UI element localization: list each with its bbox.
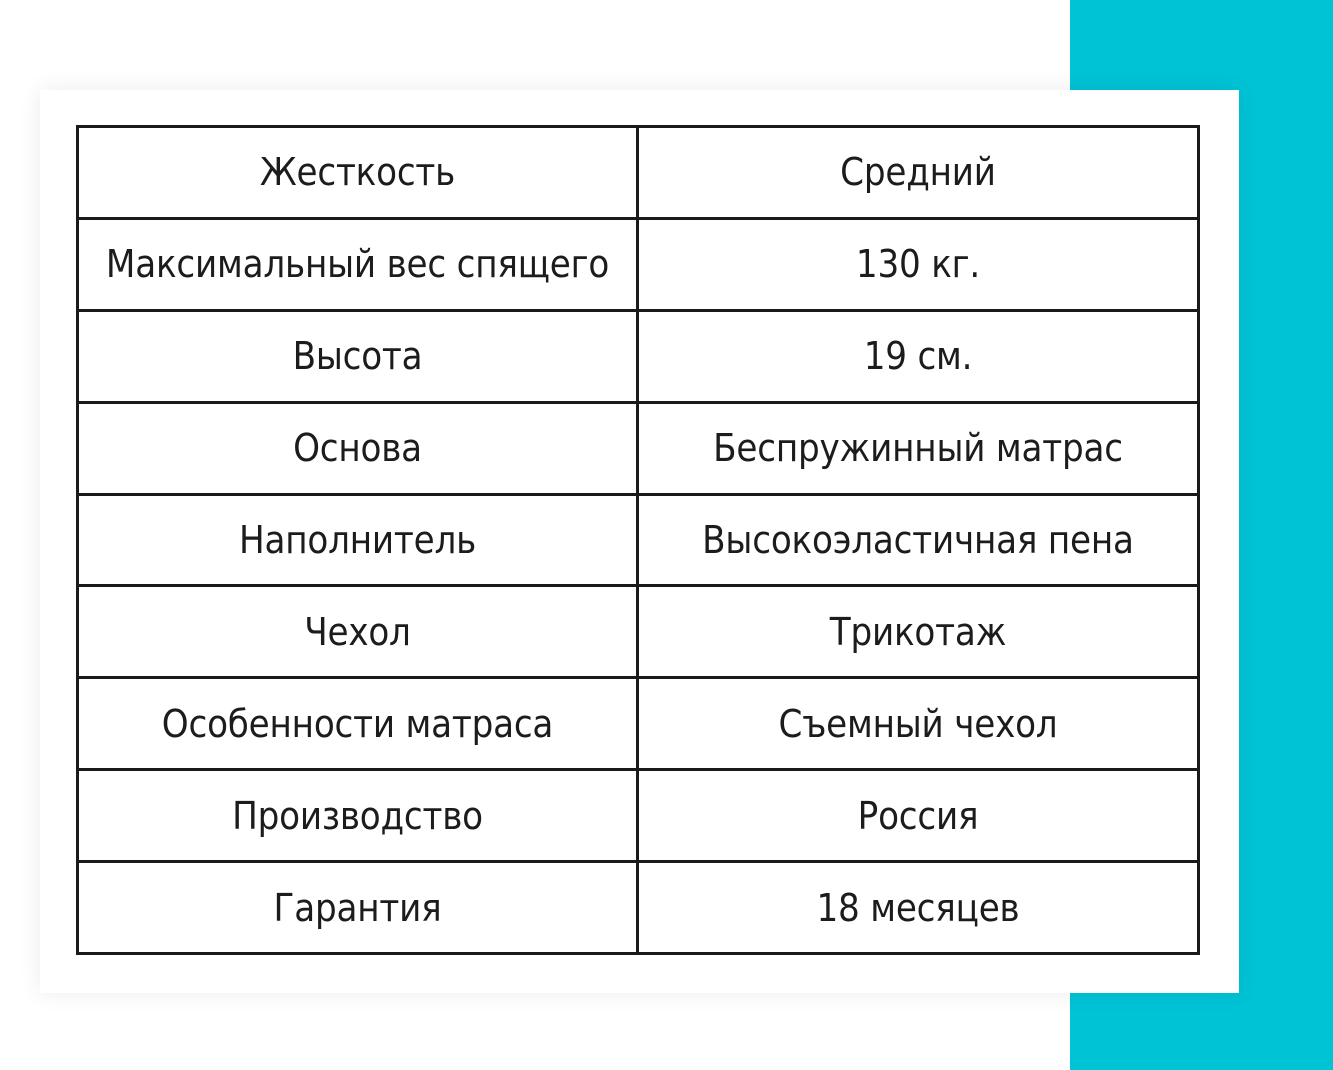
spec-value: 18 месяцев xyxy=(638,862,1199,954)
spec-value: 130 кг. xyxy=(638,218,1199,310)
spec-value: Высокоэластичная пена xyxy=(638,494,1199,586)
spec-label: Чехол xyxy=(78,586,638,678)
spec-label: Производство xyxy=(78,770,638,862)
spec-label: Основа xyxy=(78,402,638,494)
table-row xyxy=(78,218,1199,310)
spec-label: Максимальный вес спящего xyxy=(78,218,638,310)
spec-value: Трикотаж xyxy=(638,586,1199,678)
table-row xyxy=(78,862,1199,954)
table-row xyxy=(78,586,1199,678)
table-row xyxy=(78,402,1199,494)
spec-value: Средний xyxy=(638,127,1199,219)
table-row xyxy=(78,678,1199,770)
table-row xyxy=(78,127,1199,219)
spec-label: Гарантия xyxy=(78,862,638,954)
spec-label: Жесткость xyxy=(78,127,638,219)
spec-table-body xyxy=(78,127,1199,954)
table-row xyxy=(78,494,1199,586)
spec-value: Съемный чехол xyxy=(638,678,1199,770)
spec-label: Высота xyxy=(78,310,638,402)
spec-table xyxy=(76,125,1200,955)
table-row xyxy=(78,770,1199,862)
spec-label: Особенности матраса xyxy=(78,678,638,770)
spec-value: Россия xyxy=(638,770,1199,862)
table-row xyxy=(78,310,1199,402)
spec-value: 19 см. xyxy=(638,310,1199,402)
spec-label: Наполнитель xyxy=(78,494,638,586)
spec-value: Беспружинный матрас xyxy=(638,402,1199,494)
